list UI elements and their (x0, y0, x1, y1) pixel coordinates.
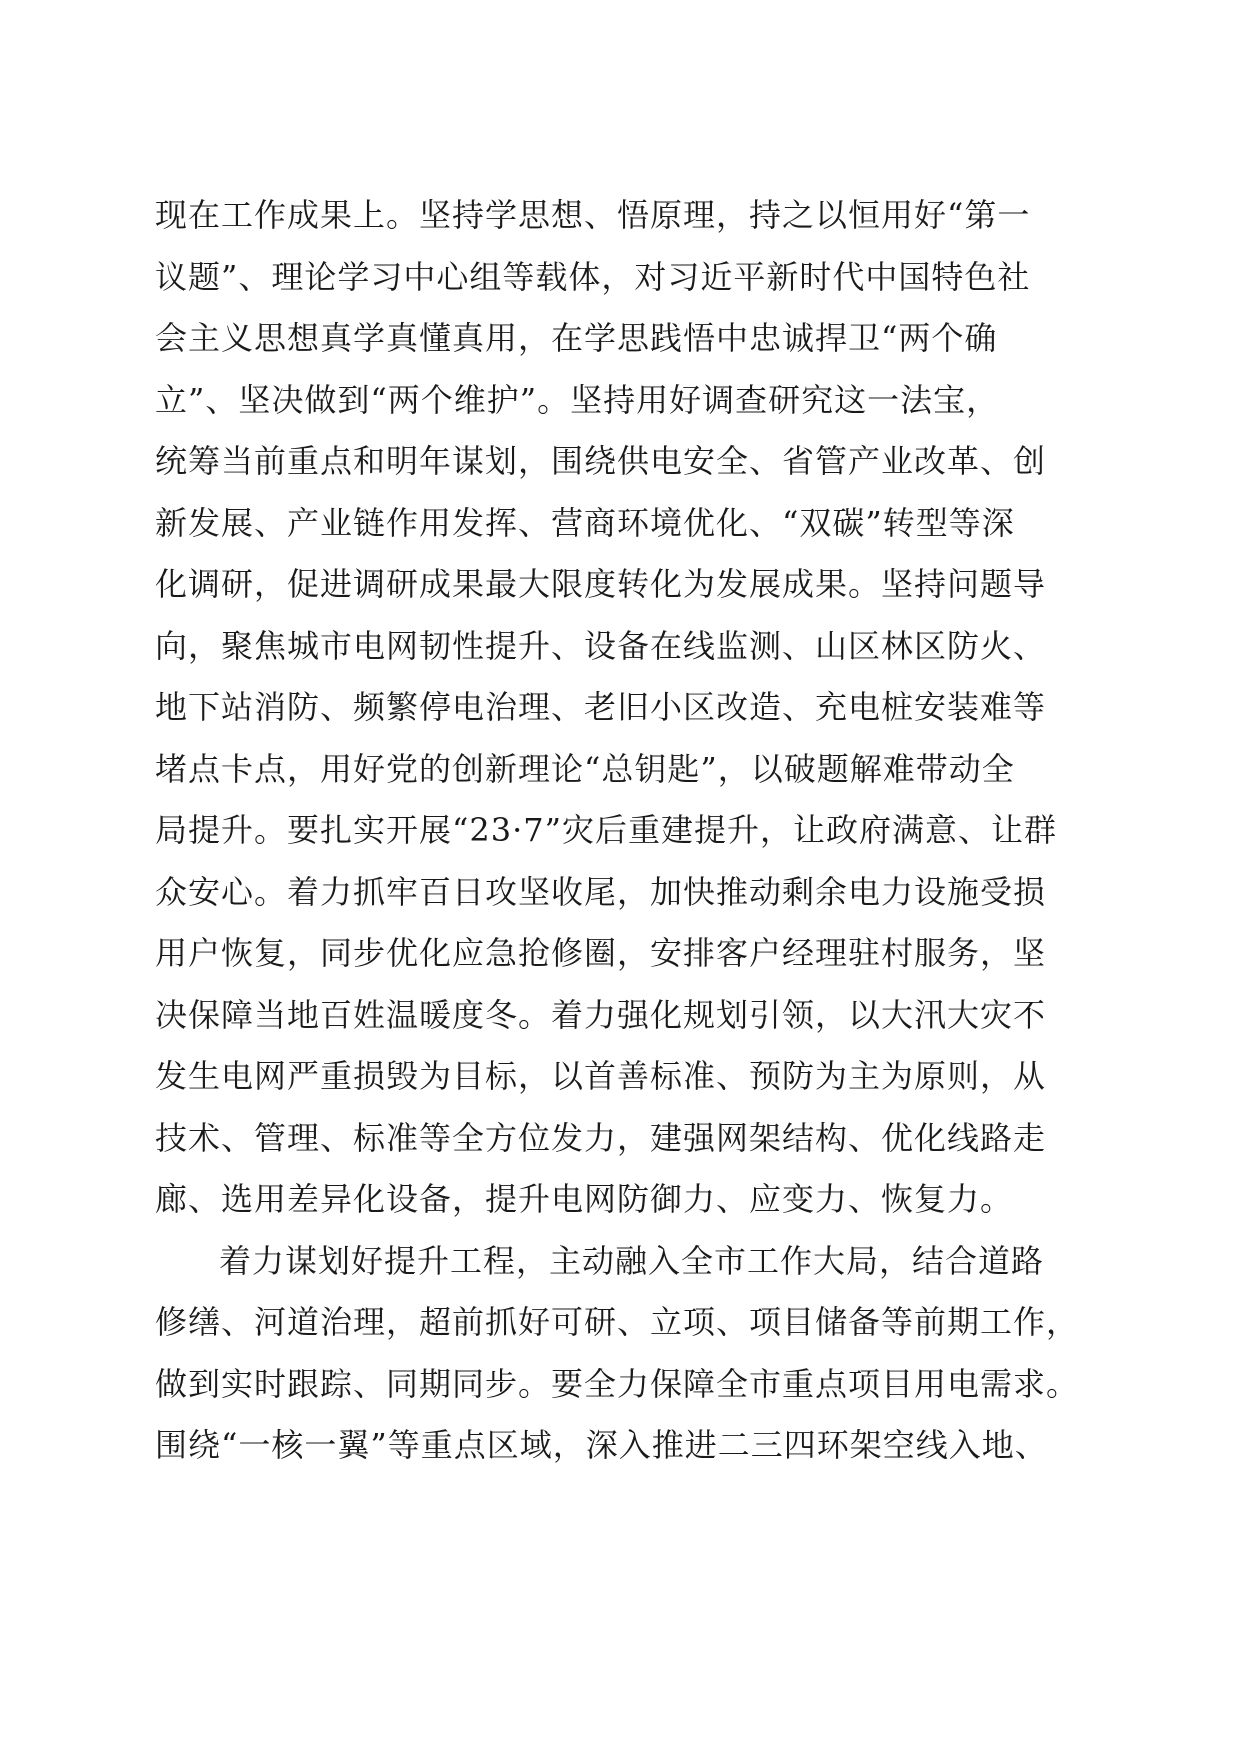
text-line: 现在工作成果上。坚持学思想、悟原理，持之以恒用好“第一 (155, 196, 1031, 234)
text-line: 统筹当前重点和明年谋划，围绕供电安全、省管产业改革、创 (155, 442, 1047, 480)
body-text (155, 185, 1085, 1477)
text-line: 技术、管理、标准等全方位发力，建强网架结构、优化线路走 (155, 1118, 1047, 1157)
text-line: 围绕“一核一翼”等重点区域，深入推进二三四环架空线入地、 (155, 1426, 1048, 1464)
text-line: 堵点卡点，用好党的创新理论“总钥匙”，以破题解难带动全 (155, 749, 1015, 788)
text-line: 修缮、河道治理，超前抓好可研、立项、项目储备等前期工作， (155, 1303, 1080, 1341)
text-line: 议题”、理论学习中心组等载体，对习近平新时代中国特色社 (155, 257, 1031, 296)
text-line: 化调研，促进调研成果最大限度转化为发展成果。坚持问题导 (155, 565, 1047, 603)
text-line: 众安心。着力抓牢百日攻坚收尾，加快推动剩余电力设施受损 (155, 872, 1047, 911)
text-line: 向，聚焦城市电网韧性提升、设备在线监测、山区林区防火、 (155, 626, 1047, 665)
text-line: 发生电网严重损毁为目标，以首善标准、预防为主为原则，从 (155, 1057, 1047, 1095)
text-line: 决保障当地百姓温暖度冬。着力强化规划引领，以大汛大灾不 (155, 995, 1047, 1034)
paragraph-start-line: 着力谋划好提升工程，主动融入全市工作大局，结合道路 (219, 1241, 1045, 1280)
text-line: 廊、选用差异化设备，提升电网防御力、应变力、恢复力。 (155, 1180, 1014, 1218)
text-line: 新发展、产业链作用发挥、营商环境优化、“双碳”转型等深 (155, 503, 1015, 542)
text-line: 地下站消防、频繁停电治理、老旧小区改造、充电桩安装难等 (155, 688, 1047, 726)
text-line: 立”、坚决做到“两个维护”。坚持用好调查研究这一法宝， (155, 380, 1000, 419)
text-line: 会主义思想真学真懂真用，在学思践悟中忠诚捍卫“两个确 (155, 319, 998, 357)
text-line: 用户恢复，同步优化应急抢修圈，安排客户经理驻村服务，坚 (155, 934, 1047, 972)
text-line: 做到实时跟踪、同期同步。要全力保障全市重点项目用电需求。 (155, 1364, 1080, 1403)
text-line: 局提升。要扎实开展“23·7”灾后重建提升，让政府满意、让群 (155, 811, 1057, 849)
